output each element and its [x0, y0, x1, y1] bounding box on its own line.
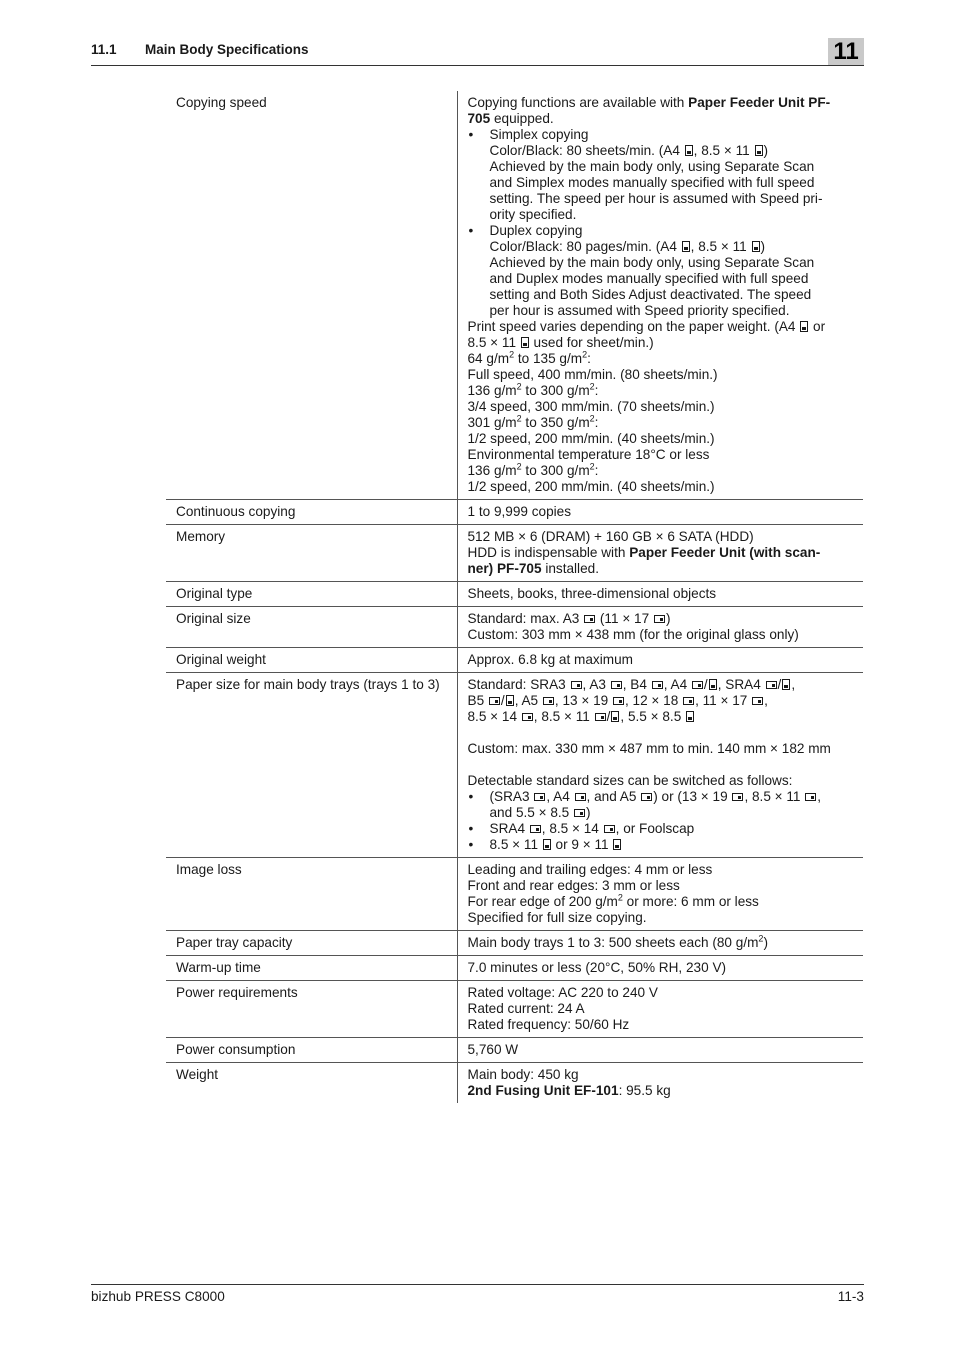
spec-label: Power consumption	[166, 1038, 457, 1063]
table-row	[166, 673, 863, 858]
table-row	[166, 607, 863, 648]
spec-value: 1 to 9,999 copies	[457, 500, 863, 525]
table-row	[166, 1063, 863, 1104]
paper-landscape-icon	[641, 793, 652, 801]
paper-landscape-icon	[584, 615, 595, 623]
spec-value: Copying functions are available with Paper Feeder Unit PF- 705 equipped. • Simplex copying Color/Black: 80 sheets/min. (A4 , 8.5 × 11 ) Achieved by the main body only, using Separate Scan and Simplex modes manually specified with full speed setting. The speed per hour is assumed with Speed pri- ority specified. • Duplex copying Color/Black: 80 pages/min. (A4 , 8.5 × 11 ) Achieved by the main body only, using Separate Scan and Duplex modes manually specified with full speed setting and Both Sides Adjust deactivated. The speed per hour is assumed with Speed priority specified. Print speed varies depending on the paper weight. (A4 or 8.5 × 11 used for sheet/min.) 64 $g/m^2$ to 135 $g/m^2$: Full speed, 400 mm/min. (80 sheets/min.) 136 $g/m^2$ to 300 $g/m^2$: 3/4 speed, 300 mm/min. (70 sheets/min.) 301 $g/m^2$ to 350 $g/m^2$: 1/2 speed, 200 mm/min. (40 sheets/min.) Environmental temperature 18°C or less 136 $g/m^2$ to 300 $g/m^2$: 1/2 speed, 200 mm/min. (40 sheets/min.)	[457, 91, 863, 500]
paper-portrait-icon	[521, 337, 529, 348]
table-row	[166, 931, 863, 956]
table-row	[166, 582, 863, 607]
spec-label: Power requirements	[166, 981, 457, 1038]
spec-value: Approx. 6.8 kg at maximum	[457, 648, 863, 673]
paper-landscape-icon	[574, 809, 585, 817]
paper-portrait-icon	[686, 711, 694, 722]
list-item: • Simplex copying	[468, 127, 860, 143]
spec-value: Leading and trailing edges: 4 mm or less Front and rear edges: 3 mm or less For rear edge of 200 $g/m^2$ or more: 6 mm or less Specified for full size copying.	[457, 858, 863, 931]
page-number: 11-3	[837, 1289, 864, 1304]
spec-value: Main body: 450 kg 2nd Fusing Unit EF-101: 95.5 kg	[457, 1063, 863, 1104]
chapter-badge: 11	[828, 38, 864, 65]
paper-landscape-icon	[652, 681, 663, 689]
spec-label: Memory	[166, 525, 457, 582]
spec-value: Standard: SRA3 , A3 , B4 , A4 / , SRA4 / , B5 / , A5 , 13 × 19 , 12 × 18 , 11 × 17 , 8.5 × 14 , 8.5 × 11 / , 5.5 × 8.5 Custom: max. 330 mm × 487 mm to min. 140 mm × 182 mm Detectable standard sizes can be switched as follows: • (SRA3 , A4 , and A5 ) or (13 × 19 , 8.5 × 11 , and 5.5 × 8.5 ) • SRA4 , 8.5 × 14 , or Foolscap • 8.5 × 11 or 9 × 11	[457, 673, 863, 858]
paper-landscape-icon	[752, 697, 763, 705]
paper-landscape-icon	[530, 825, 541, 833]
paper-portrait-icon	[543, 839, 551, 850]
paper-landscape-icon	[692, 681, 703, 689]
paper-landscape-icon	[613, 697, 624, 705]
spec-label: Warm-up time	[166, 956, 457, 981]
paper-landscape-icon	[654, 615, 665, 623]
spec-label: Paper tray capacity	[166, 931, 457, 956]
paper-landscape-icon	[595, 713, 606, 721]
table-row	[166, 500, 863, 525]
table-row	[166, 981, 863, 1038]
paper-landscape-icon	[571, 681, 582, 689]
paper-landscape-icon	[766, 681, 777, 689]
table-row	[166, 858, 863, 931]
paper-landscape-icon	[683, 697, 694, 705]
spec-table	[166, 91, 863, 1103]
list-item: • Duplex copying	[468, 223, 860, 239]
spec-label: Weight	[166, 1063, 457, 1104]
spec-value: Rated voltage: AC 220 to 240 V Rated current: 24 A Rated frequency: 50/60 Hz	[457, 981, 863, 1038]
paper-landscape-icon	[489, 697, 500, 705]
list-item: • (SRA3 , A4 , and A5 ) or (13 × 19 , 8.5 × 11 ,	[468, 789, 860, 805]
paper-landscape-icon	[611, 681, 622, 689]
table-row	[166, 525, 863, 582]
paper-portrait-icon	[782, 679, 790, 690]
spec-label: Paper size for main body trays (trays 1 to 3)	[166, 673, 457, 858]
paper-portrait-icon	[611, 711, 619, 722]
list-item: • 8.5 × 11 or 9 × 11	[468, 837, 860, 853]
section-title: Main Body Specifications	[145, 42, 309, 57]
table-row	[166, 956, 863, 981]
spec-label: Continuous copying	[166, 500, 457, 525]
spec-value: Standard: max. A3 (11 × 17 ) Custom: 303 mm × 438 mm (for the original glass only)	[457, 607, 863, 648]
spec-value: Main body trays 1 to 3: 500 sheets each (80 $g/m^2$)	[457, 931, 863, 956]
paper-landscape-icon	[604, 825, 615, 833]
paper-portrait-icon	[709, 679, 717, 690]
spec-value: 5,760 W	[457, 1038, 863, 1063]
spec-value: 512 MB × 6 (DRAM) + 160 GB × 6 SATA (HDD) HDD is indispensable with Paper Feeder Unit (with scan- ner) PF-705 installed.	[457, 525, 863, 582]
section-number: 11.1	[91, 42, 117, 57]
spec-label: Image loss	[166, 858, 457, 931]
paper-landscape-icon	[543, 697, 554, 705]
spec-label: Original type	[166, 582, 457, 607]
paper-landscape-icon	[732, 793, 743, 801]
spec-label: Original weight	[166, 648, 457, 673]
paper-portrait-icon	[613, 839, 621, 850]
paper-portrait-icon	[685, 145, 693, 156]
spec-label: Original size	[166, 607, 457, 648]
paper-landscape-icon	[805, 793, 816, 801]
spec-value: 7.0 minutes or less (20°C, 50% RH, 230 V)	[457, 956, 863, 981]
spec-value: Sheets, books, three-dimensional objects	[457, 582, 863, 607]
product-name: bizhub PRESS C8000	[91, 1289, 225, 1304]
paper-landscape-icon	[522, 713, 533, 721]
paper-landscape-icon	[534, 793, 545, 801]
paper-portrait-icon	[752, 241, 760, 252]
paper-portrait-icon	[800, 321, 808, 332]
paper-portrait-icon	[682, 241, 690, 252]
spec-label: Copying speed	[166, 91, 457, 500]
page-header	[91, 40, 864, 66]
paper-landscape-icon	[575, 793, 586, 801]
table-row	[166, 91, 863, 500]
paper-portrait-icon	[755, 145, 763, 156]
list-item: • SRA4 , 8.5 × 14 , or Foolscap	[468, 821, 860, 837]
paper-portrait-icon	[506, 695, 514, 706]
table-row	[166, 648, 863, 673]
table-row	[166, 1038, 863, 1063]
page-footer	[91, 1284, 864, 1308]
